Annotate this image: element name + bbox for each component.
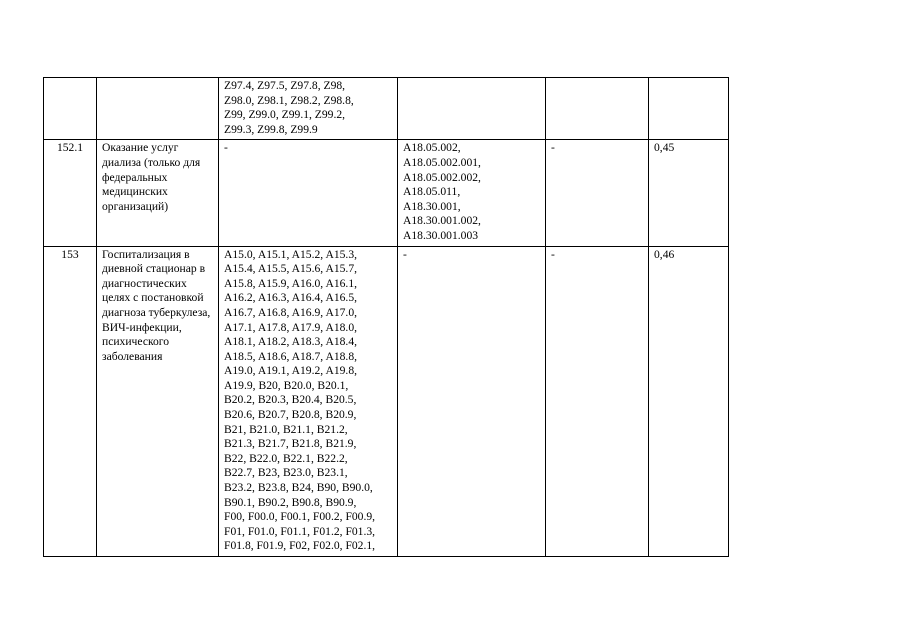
- tariff-table: [43, 77, 729, 557]
- code-line: B20.6, B20.7, B20.8, B20.9,: [224, 408, 357, 422]
- code-line: A15.0, A15.1, A15.2, A15.3,: [224, 247, 358, 261]
- service-codes: [398, 78, 546, 140]
- code-line: A18.1, A18.2, A18.3, A18.4,: [224, 335, 358, 349]
- service-line: A18.05.002,: [403, 141, 461, 155]
- code-line: A17.1, A17.8, A17.9, A18.0,: [224, 320, 358, 334]
- code-line: B21, B21.0, B21.1, B21.2,: [224, 422, 348, 436]
- diagnosis-codes: [219, 246, 398, 556]
- code-line: Z98.0, Z98.1, Z98.2, Z98.8,: [224, 93, 354, 107]
- service-line: A18.30.001,: [403, 199, 461, 213]
- code-line: B22, B22.0, B22.1, B22.2,: [224, 451, 348, 465]
- row-name: Оказание услуг диализа (только для федеральных медицинских организаций): [97, 140, 219, 246]
- code-line: Z99, Z99.0, Z99.1, Z99.2,: [224, 108, 346, 122]
- service-line: A18.30.001.002,: [403, 214, 481, 228]
- code-line: A19.0, A19.1, A19.2, A19.8,: [224, 364, 358, 378]
- code-line: A15.8, A15.9, A16.0, A16.1,: [224, 276, 358, 290]
- code-line: A15.4, A15.5, A15.6, A15.7,: [224, 262, 358, 276]
- row-number: 153: [44, 246, 97, 556]
- service-line: -: [403, 247, 407, 261]
- service-line: A18.30.001.003: [403, 228, 479, 242]
- service-line: A18.05.002.001,: [403, 155, 481, 169]
- code-line: -: [224, 141, 228, 155]
- code-line: B90.1, B90.2, B90.8, B90.9,: [224, 495, 357, 509]
- table-row: [44, 246, 729, 556]
- extra-criteria: -: [546, 140, 649, 246]
- code-line: F01, F01.0, F01.1, F01.2, F01.3,: [224, 524, 376, 538]
- code-line: A19.9, B20, B20.0, B20.1,: [224, 378, 349, 392]
- code-line: B21.3, B21.7, B21.8, B21.9,: [224, 437, 357, 451]
- code-line: B23.2, B23.8, B24, B90, B90.0,: [224, 481, 373, 495]
- row-name: [97, 78, 219, 140]
- service-line: A18.05.011,: [403, 185, 461, 199]
- extra-criteria: -: [546, 246, 649, 556]
- coefficient: 0,46: [649, 246, 729, 556]
- table-row: [44, 78, 729, 140]
- code-line: A18.5, A18.6, A18.7, A18.8,: [224, 349, 358, 363]
- code-line: F01.8, F01.9, F02, F02.0, F02.1,: [224, 539, 376, 553]
- code-line: B22.7, B23, B23.0, B23.1,: [224, 466, 348, 480]
- service-codes: [398, 246, 546, 556]
- code-line: Z99.3, Z99.8, Z99.9: [224, 122, 318, 136]
- diagnosis-codes: [219, 78, 398, 140]
- row-name: Госпитализация в диевной стационар в диагностических целях с постановкой диагноза туберкулеза, ВИЧ-инфекции, психического заболевания: [97, 246, 219, 556]
- service-line: A18.05.002.002,: [403, 170, 481, 184]
- row-number: [44, 78, 97, 140]
- code-line: A16.7, A16.8, A16.9, A17.0,: [224, 305, 358, 319]
- coefficient: [649, 78, 729, 140]
- coefficient: 0,45: [649, 140, 729, 246]
- code-line: A16.2, A16.3, A16.4, A16.5,: [224, 291, 358, 305]
- extra-criteria: [546, 78, 649, 140]
- row-number: 152.1: [44, 140, 97, 246]
- table-row: [44, 140, 729, 246]
- code-line: F00, F00.0, F00.1, F00.2, F00.9,: [224, 510, 376, 524]
- service-codes: [398, 140, 546, 246]
- diagnosis-codes: [219, 140, 398, 246]
- code-line: Z97.4, Z97.5, Z97.8, Z98,: [224, 79, 346, 92]
- code-line: B20.2, B20.3, B20.4, B20.5,: [224, 393, 357, 407]
